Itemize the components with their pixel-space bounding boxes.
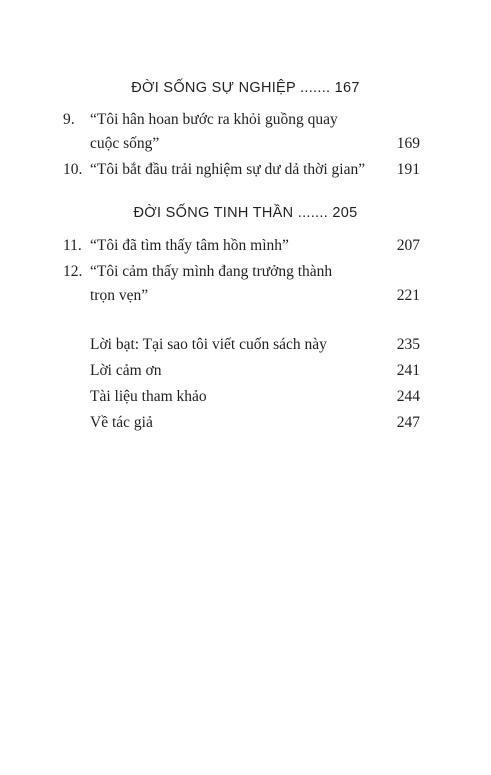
entry-title-line-2: trọn vẹn” [90,287,149,304]
toc-entry-11 [0,236,491,256]
entry-page-number: 235 [396,336,420,353]
toc-entry-12-continued [0,286,491,306]
entry-page-number: 244 [396,388,420,405]
toc-entry-references [0,387,491,407]
entry-number: 11. [63,237,82,254]
toc-entry-10 [0,160,491,180]
entry-title-line-1: “Tôi đã tìm thấy tâm hồn mình” [90,237,289,254]
entry-number: 9. [63,111,75,128]
entry-title-line-1: “Tôi bắt đầu trải nghiệm sự dư dả thời gian” [90,161,366,178]
entry-page-number: 247 [396,414,420,431]
section-heading-career-life: ĐỜI SỐNG SỰ NGHIỆP ....... 167 [131,80,360,96]
entry-title: Lời bạt: Tại sao tôi viết cuốn sách này [90,336,327,353]
toc-entry-12 [0,262,491,282]
entry-page-number: 207 [396,237,420,254]
entry-page-number: 241 [396,362,420,379]
entry-title-line-2: cuộc sống” [90,135,160,152]
entry-title: Về tác giả [90,414,153,431]
toc-entry-acknowledgements [0,361,491,381]
entry-page-number: 169 [396,135,420,152]
entry-number: 12. [63,263,83,280]
entry-title: Lời cảm ơn [90,362,162,379]
entry-page-number: 191 [396,161,420,178]
entry-number: 10. [63,161,83,178]
entry-page-number: 221 [396,287,420,304]
entry-title-line-1: “Tôi cảm thấy mình đang trưởng thành [90,263,333,280]
toc-entry-9 [0,110,491,130]
entry-title-line-1: “Tôi hân hoan bước ra khỏi guồng quay [90,111,338,128]
toc-entry-afterword [0,335,491,355]
toc-entry-9-continued [0,134,491,154]
entry-title: Tài liệu tham khảo [90,388,207,405]
section-heading-spiritual-life: ĐỜI SỐNG TINH THẦN ....... 205 [133,205,358,221]
toc-entry-about-author [0,413,491,433]
